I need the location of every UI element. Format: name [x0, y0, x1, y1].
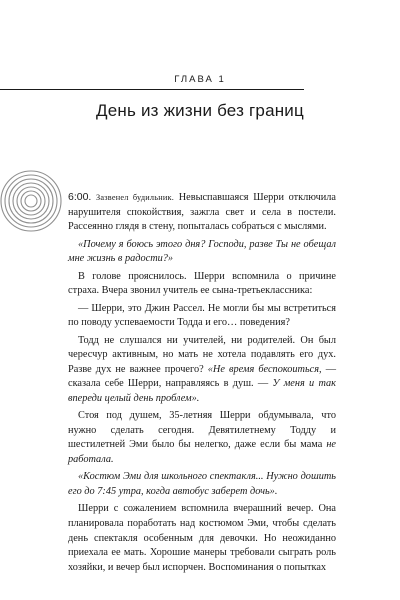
paragraph	[68, 502, 336, 575]
paragraph	[68, 190, 336, 235]
paragraph-text: Шерри с сожалением вспомнила вчерашний вечер. Она планировала поработать над костюмом Эми, чтобы сделать день спектакля особенным для девочки. Но неожиданно приехала ее мать. Хорошие манеры требовали сыграть роль хозяйки, и вечер был испорчен. Воспоминания о попытках	[68, 503, 336, 573]
italic-text: не работала.	[68, 439, 336, 466]
italic-thought: У меня и так впереди целый день проблем».	[68, 378, 336, 404]
paragraph-text: Тодд не слушался ни учителей, ни родителей. Он был чересчур активным, но мать не хотела подавлять его дух. Разве дух не важнее прочего?	[68, 334, 336, 375]
paragraph	[68, 470, 336, 499]
italic-thought: «Не время беспокоиться,	[207, 363, 322, 375]
paragraph	[68, 334, 336, 407]
paragraph	[68, 409, 336, 467]
smallcaps-text: Зазвенел будильник.	[96, 193, 175, 202]
chapter-title: День из жизни без границ	[96, 101, 304, 120]
page-body	[68, 190, 336, 578]
paragraph-text: Невыспавшаяся Шерри отключила нарушителя спокойствия, зажгла свет и села в постели. Рассеянно глядя в стену, попыталась собраться с мыслями.	[68, 192, 336, 233]
italic-thought: «Почему я боюсь этого дня? Господи, разве Ты не обещал мне жизнь в радости?»	[68, 238, 336, 265]
paragraph	[68, 302, 336, 331]
chapter-label: ГЛАВА 1	[174, 74, 226, 85]
paragraph-text: Стоя под душем, 35-летняя Шерри обдумывала, что нужно сделать сегодня. Девятилетнему Тодду и шестилетней Эми было бы нелегко, даже если бы мама	[68, 410, 336, 451]
dialogue-text: — Шерри, это Джин Рассел. Не могли бы мы встретиться по поводу успеваемости Тодда и его… поведения?	[68, 302, 336, 329]
paragraph	[68, 238, 336, 267]
chapter-rule	[0, 89, 304, 90]
time-label: 6:00.	[68, 191, 92, 203]
paragraph-text: В голове прояснилось. Шерри вспомнила о причине страха. Вчера звонил учитель ее сына-третьеклассника:	[68, 270, 336, 297]
italic-thought: «Костюм Эми для школьного спектакля... Нужно дошить его до 7:45 утра, когда автобус заберет дочь».	[68, 471, 336, 498]
alarm-rings-icon	[0, 170, 62, 232]
paragraph-text: — сказала себе Шерри, направляясь в душ. —	[68, 363, 336, 390]
paragraph	[68, 270, 336, 299]
